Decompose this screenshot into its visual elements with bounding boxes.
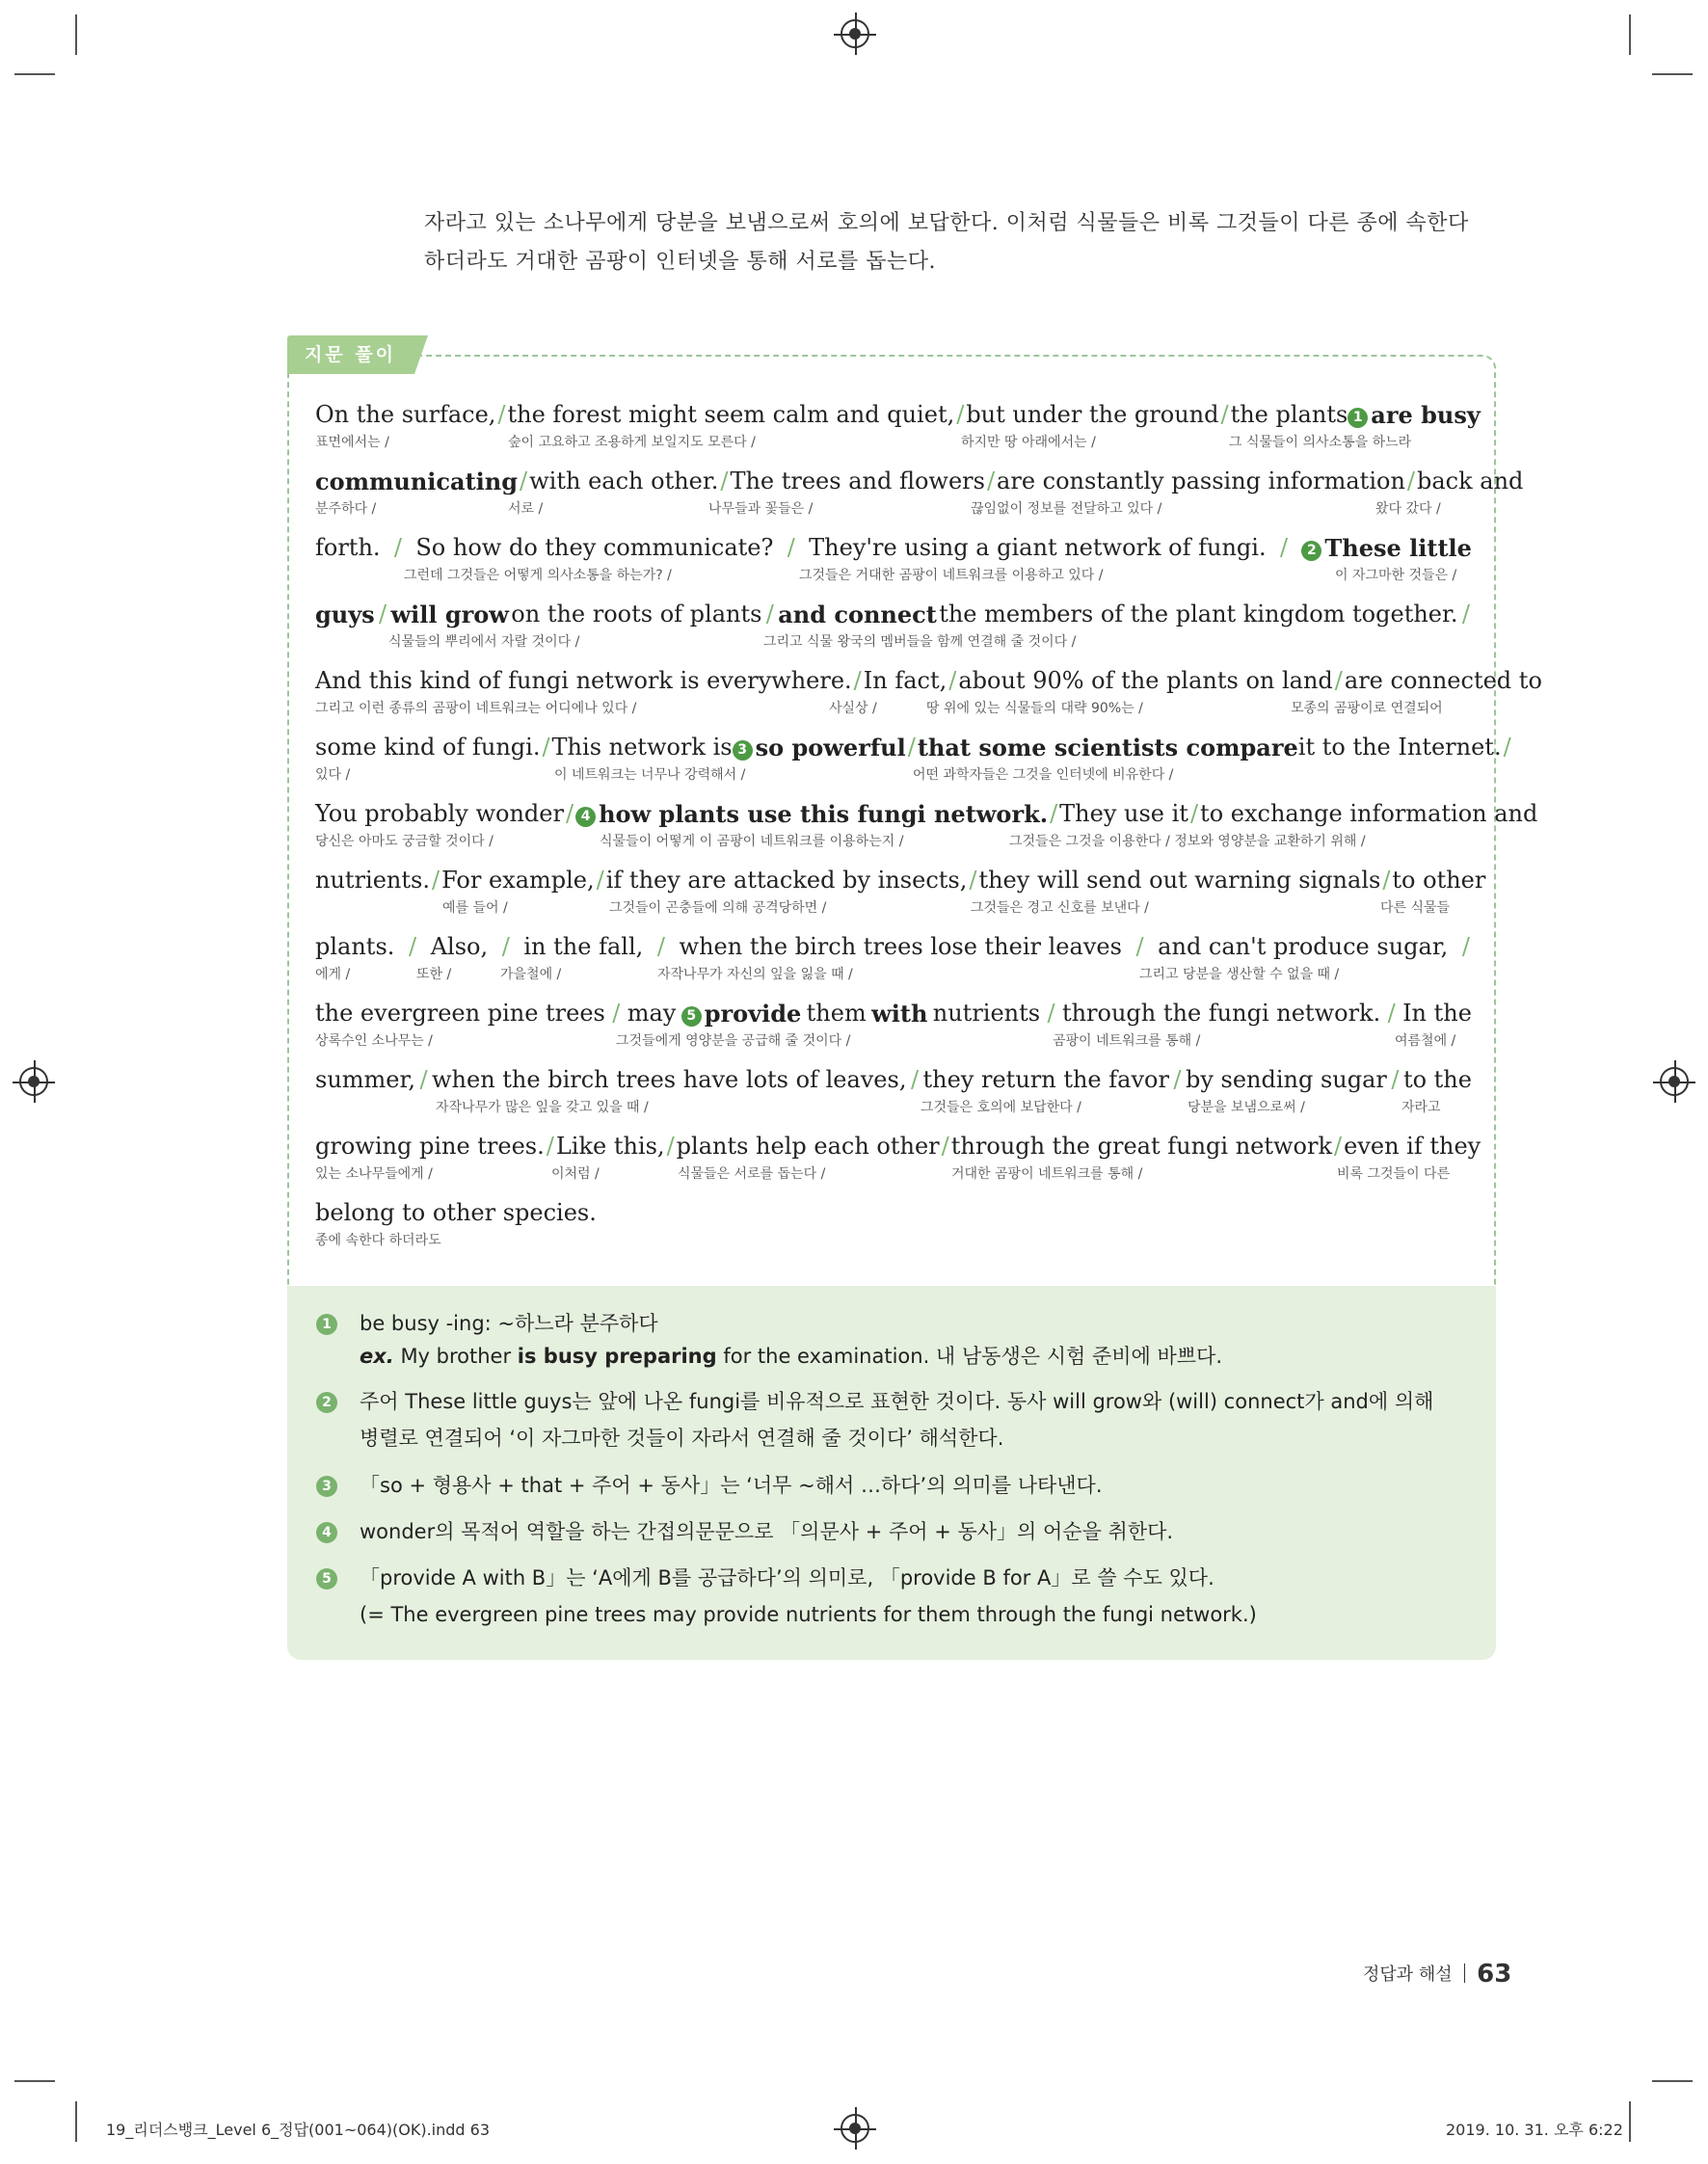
passage-english (315, 534, 1472, 562)
phrase: and can't produce sugar, (1158, 933, 1449, 960)
passage-line (315, 401, 1481, 467)
slash: / (907, 734, 916, 761)
slash: / (393, 534, 402, 561)
translation: 그런데 그것들은 어떻게 의사소통을 하는가? / (404, 568, 672, 583)
phrase: You probably wonder (315, 800, 564, 827)
phrase: when the birch trees have lots of leaves, (432, 1066, 907, 1093)
slash: / (1461, 601, 1470, 628)
registration-mark-icon (841, 19, 869, 48)
passage-line (315, 933, 1472, 999)
slash: / (1047, 1000, 1055, 1027)
section-tag: 지문 풀이 (287, 335, 414, 374)
translation: 그리고 이런 종류의 곰팡이 네트워크는 어디에나 있다 / (315, 701, 637, 716)
slash: / (565, 800, 574, 827)
divider (1464, 1964, 1466, 1983)
translation: 이 네트워크는 너무나 강력해서 / (554, 767, 746, 783)
passage-line (315, 867, 1486, 932)
note-text: wonder의 목적어 역할을 하는 간접의문문으로 「의문사 + 주어 + 동사」의 어순을 취한다. (360, 1520, 1174, 1543)
key-phrase: These little (1324, 534, 1472, 562)
note-text: 「provide A with B」는 ‘A에게 B를 공급하다’의 의미로, 「provide B for A」로 쓸 수도 있다. (360, 1566, 1214, 1590)
translation: 또한 / (416, 967, 452, 982)
phrase: to other (1392, 867, 1486, 894)
passage-english (315, 1199, 1472, 1226)
phrase: plants. (315, 933, 395, 960)
phrase: the members of the plant kingdom together. (939, 601, 1458, 628)
phrase: This network is (551, 734, 733, 761)
passage-line (315, 534, 1472, 600)
key-phrase: that some scientists compare (917, 734, 1298, 761)
note-text: for the examination. 내 남동생은 시험 준비에 바쁘다. (716, 1345, 1223, 1368)
phrase: by sending sugar (1185, 1066, 1387, 1093)
page-number-value: 63 (1477, 1960, 1512, 1989)
print-slug-filename: 19_리더스뱅크_Level 6_정답(001~064)(OK).indd 63 (106, 2121, 491, 2139)
translation: 왔다 갔다 / (1375, 501, 1441, 517)
crop-mark (14, 73, 55, 75)
passage-line (315, 800, 1538, 866)
print-slug-date: 2019. 10. 31. 오후 6:22 (1446, 2121, 1623, 2139)
note-number: 5 (316, 1568, 337, 1590)
example-marker: ex. (360, 1345, 394, 1368)
translation: 그것들은 거대한 곰팡이 네트워크를 이용하고 있다 / (799, 568, 1104, 583)
note-text: 병렬로 연결되어 ‘이 자그마한 것들이 자라서 연결해 줄 것이다’ 해석한다. (360, 1427, 1004, 1450)
note-number: 4 (316, 1522, 337, 1543)
phrase: may (627, 1000, 677, 1027)
slash: / (497, 401, 506, 428)
slash: / (596, 867, 604, 894)
passage-english (315, 1133, 1481, 1160)
phrase: the forest might seem calm and quiet, (507, 401, 955, 428)
passage-english (315, 734, 1511, 761)
phrase: to the (1402, 1066, 1472, 1093)
crop-mark (1629, 14, 1631, 55)
note-marker: 5 (681, 1006, 702, 1027)
slash: / (1391, 1066, 1400, 1093)
translation: 분주하다 / (315, 501, 377, 517)
key-phrase: and connect (778, 601, 937, 628)
slash: / (1189, 800, 1199, 827)
note-text: 주어 These little guys는 앞에 나온 fungi를 비유적으로 표현한 것이다. 동사 will grow와 (will) connect가 and에 의해 (360, 1390, 1434, 1413)
passage-english (315, 468, 1524, 495)
slash: / (1334, 667, 1343, 694)
translation: 다른 식물들 (1380, 900, 1451, 916)
passage-line (315, 1000, 1472, 1065)
slash: / (612, 1000, 621, 1027)
note-marker: 2 (1301, 541, 1321, 561)
translation: 그 식물들이 의사소통을 하느라 (1229, 435, 1412, 450)
slash: / (1135, 933, 1144, 960)
key-phrase: communicating (315, 468, 519, 495)
passage-english (315, 667, 1542, 694)
phrase: if they are attacked by insects, (605, 867, 968, 894)
slash: / (1173, 1066, 1182, 1093)
translation: 종에 속한다 하더라도 (315, 1233, 441, 1248)
translation: 비록 그것들이 다른 (1337, 1166, 1451, 1182)
phrase: The trees and flowers (730, 468, 985, 494)
phrase: are constantly passing information (997, 468, 1405, 494)
phrase: them (806, 1000, 867, 1027)
slash: / (765, 601, 774, 628)
passage-english (315, 401, 1481, 429)
translation: 그리고 당분을 생산할 수 없을 때 / (1139, 967, 1340, 982)
translation: 땅 위에 있는 식물들의 대략 90%는 / (926, 701, 1143, 716)
crop-mark (75, 2101, 77, 2142)
note-number: 1 (316, 1314, 337, 1335)
slash: / (520, 468, 528, 494)
translation: 그것들은 호의에 보답한다 / (921, 1100, 1081, 1115)
phrase: it to the Internet. (1297, 734, 1502, 761)
translation: 그것들은 경고 신호를 보낸다 / (971, 900, 1149, 916)
key-phrase: how plants use this fungi network. (599, 800, 1049, 828)
phrase: through the great fungi network (950, 1133, 1333, 1160)
slash: / (853, 667, 862, 694)
translation: 곰팡이 네트워크를 통해 / (1053, 1033, 1201, 1049)
phrase: plants help each other (676, 1133, 940, 1160)
phrase: So how do they communicate? (415, 534, 774, 561)
translation: 상록수인 소나무는 / (315, 1033, 433, 1049)
key-phrase: provide (704, 1000, 802, 1028)
translation: 이처럼 / (551, 1166, 600, 1182)
phrase: some kind of fungi. (315, 734, 541, 761)
intro-translation (424, 204, 1499, 281)
phrase: belong to other species. (315, 1199, 597, 1226)
translation: 하지만 땅 아래에서는 / (961, 435, 1096, 450)
slash: / (1387, 1000, 1396, 1027)
translation: 자라고 (1401, 1100, 1441, 1115)
translation: 예를 들어 / (442, 900, 508, 916)
phrase: On the surface, (315, 401, 496, 428)
phrase: with each other. (529, 468, 719, 494)
phrase: forth. (315, 534, 381, 561)
phrase: they will send out warning signals (978, 867, 1381, 894)
translation: 끊임없이 정보를 전달하고 있다 / (971, 501, 1162, 517)
slash: / (1334, 1133, 1343, 1160)
passage-line (315, 667, 1542, 733)
phrase: even if they (1344, 1133, 1481, 1160)
translation: 당신은 아마도 궁금할 것이다 / (315, 834, 494, 849)
phrase: For example, (441, 867, 595, 894)
phrase: nutrients (932, 1000, 1041, 1027)
translation: 당분을 보냄으로써 / (1188, 1100, 1305, 1115)
key-phrase: will grow (390, 601, 509, 628)
slash: / (542, 734, 550, 761)
crop-mark (14, 2080, 55, 2082)
translation: 있다 / (315, 767, 351, 783)
phrase: Like this, (555, 1133, 665, 1160)
slash: / (787, 534, 795, 561)
slash: / (948, 667, 957, 694)
key-phrase: is busy preparing (517, 1345, 717, 1368)
slash: / (1503, 734, 1511, 761)
grammar-notes (287, 1286, 1496, 1660)
translation: 식물들의 뿌리에서 자랄 것이다 / (388, 634, 580, 650)
slash: / (1461, 933, 1470, 960)
slash: / (1050, 800, 1058, 827)
translation: 여름철에 / (1395, 1033, 1456, 1049)
translation: 서로 / (508, 501, 544, 517)
passage-line (315, 1133, 1481, 1198)
passage-english (315, 800, 1538, 828)
passage-english (315, 1066, 1472, 1093)
note-number: 2 (316, 1392, 337, 1413)
slash: / (910, 1066, 920, 1093)
translation: 사실상 / (829, 701, 877, 716)
translation: 이 자그마한 것들은 / (1335, 568, 1457, 583)
phrase: They're using a giant network of fungi. (809, 534, 1267, 561)
translation: 자작나무가 많은 잎을 갖고 있을 때 / (436, 1100, 649, 1115)
slash: / (419, 1066, 428, 1093)
intro-line-1: 자라고 있는 소나무에게 당분을 보냄으로써 호의에 보답한다. 이처럼 식물들은 비록 그것들이 다른 종에 속한다 (424, 211, 1469, 235)
note-text: be busy -ing: ~하느라 분주하다 (360, 1312, 658, 1335)
key-phrase: so powerful (755, 734, 906, 761)
note-text: My brother (393, 1345, 518, 1368)
key-phrase: guys (315, 601, 375, 628)
phrase: through the fungi network. (1061, 1000, 1381, 1027)
registration-mark-icon (841, 2114, 869, 2143)
phrase: they return the favor (922, 1066, 1169, 1093)
phrase: growing pine trees. (315, 1133, 545, 1160)
phrase: when the birch trees lose their leaves (679, 933, 1122, 960)
passage-line (315, 601, 1472, 666)
passage-line (315, 1066, 1472, 1132)
phrase: the evergreen pine trees (315, 1000, 605, 1027)
slash: / (1406, 468, 1415, 494)
phrase: but under the ground (966, 401, 1219, 428)
phrase: They use it (1059, 800, 1188, 827)
page-number (1363, 1960, 1511, 1989)
intro-line-2: 하더라도 거대한 곰팡이 인터넷을 통해 서로를 돕는다. (424, 250, 936, 274)
note-marker: 3 (733, 740, 753, 761)
crop-mark (1652, 73, 1693, 75)
key-phrase: with (871, 1000, 928, 1028)
phrase: In the (1402, 1000, 1472, 1027)
slash: / (1279, 534, 1289, 561)
crop-mark (75, 14, 77, 55)
phrase: to exchange information and (1200, 800, 1538, 827)
translation: 표면에서는 / (315, 435, 389, 450)
page-label: 정답과 해설 (1363, 1964, 1453, 1985)
slash: / (986, 468, 996, 494)
slash: / (546, 1133, 554, 1160)
passage-english (315, 601, 1472, 628)
phrase: And this kind of fungi network is everywhere. (315, 667, 852, 694)
slash: / (431, 867, 440, 894)
registration-mark-icon (1660, 1067, 1689, 1096)
slash: / (1382, 867, 1391, 894)
phrase: nutrients. (315, 867, 430, 894)
passage-line (315, 468, 1524, 533)
translation: 그리고 식물 왕국의 멤버들을 함께 연결해 줄 것이다 / (763, 634, 1077, 650)
slash: / (720, 468, 729, 494)
slash: / (409, 933, 417, 960)
note-marker: 1 (1348, 408, 1368, 428)
translation: 모종의 곰팡이로 연결되어 (1291, 701, 1443, 716)
translation: 거대한 곰팡이 네트워크를 통해 / (951, 1166, 1143, 1182)
registration-mark-icon (19, 1067, 48, 1096)
translation: 식물들이 어떻게 이 곰팡이 네트워크를 이용하는지 / (600, 834, 904, 849)
phrase: summer, (315, 1066, 415, 1093)
key-phrase: are busy (1371, 401, 1481, 429)
passage-english (315, 867, 1486, 894)
slash: / (956, 401, 965, 428)
phrase: are connected to (1344, 667, 1542, 694)
passage-english (315, 1000, 1472, 1028)
note-number: 3 (316, 1476, 337, 1497)
translation: 가을철에 / (500, 967, 562, 982)
phrase: In fact, (863, 667, 947, 694)
translation: 나무들과 꽃들은 / (708, 501, 814, 517)
slash: / (501, 933, 510, 960)
translation: 식물들은 서로를 돕는다 / (678, 1166, 826, 1182)
phrase: in the fall, (523, 933, 644, 960)
crop-mark (1652, 2080, 1693, 2082)
passage-english (315, 933, 1472, 960)
translation: 있는 소나무들에게 / (315, 1166, 433, 1182)
translation: 그것들은 그것을 이용한다 / 정보와 영양분을 교환하기 위해 / (1009, 834, 1366, 849)
note-text: 「so + 형용사 + that + 주어 + 동사」는 ‘너무 ~해서 …하다’의 의미를 나타낸다. (360, 1474, 1103, 1497)
translation: 그것들에게 영양분을 공급해 줄 것이다 / (616, 1033, 851, 1049)
crop-mark (1629, 2101, 1631, 2142)
translation: 에게 / (315, 967, 351, 982)
slash: / (656, 933, 665, 960)
translation: 숲이 고요하고 조용하게 보일지도 모른다 / (508, 435, 756, 450)
passage-line (315, 734, 1511, 799)
slash: / (1220, 401, 1229, 428)
slash: / (666, 1133, 675, 1160)
phrase: on the roots of plants (511, 601, 762, 628)
translation: 그것들이 곤충들에 의해 공격당하면 / (609, 900, 827, 916)
phrase: about 90% of the plants on land (958, 667, 1333, 694)
slash: / (379, 601, 387, 628)
phrase: the plants (1230, 401, 1348, 428)
slash: / (969, 867, 977, 894)
passage-line (315, 1199, 1472, 1265)
slash: / (941, 1133, 949, 1160)
translation: 어떤 과학자들은 그것을 인터넷에 비유한다 / (913, 767, 1174, 783)
phrase: Also, (430, 933, 489, 960)
note-text: (= The evergreen pine trees may provide nutrients for them through the fungi network.) (360, 1603, 1257, 1626)
note-marker: 4 (575, 807, 596, 827)
translation: 자작나무가 자신의 잎을 잃을 때 / (657, 967, 853, 982)
note-example (360, 1338, 1222, 1375)
phrase: back and (1417, 468, 1524, 494)
